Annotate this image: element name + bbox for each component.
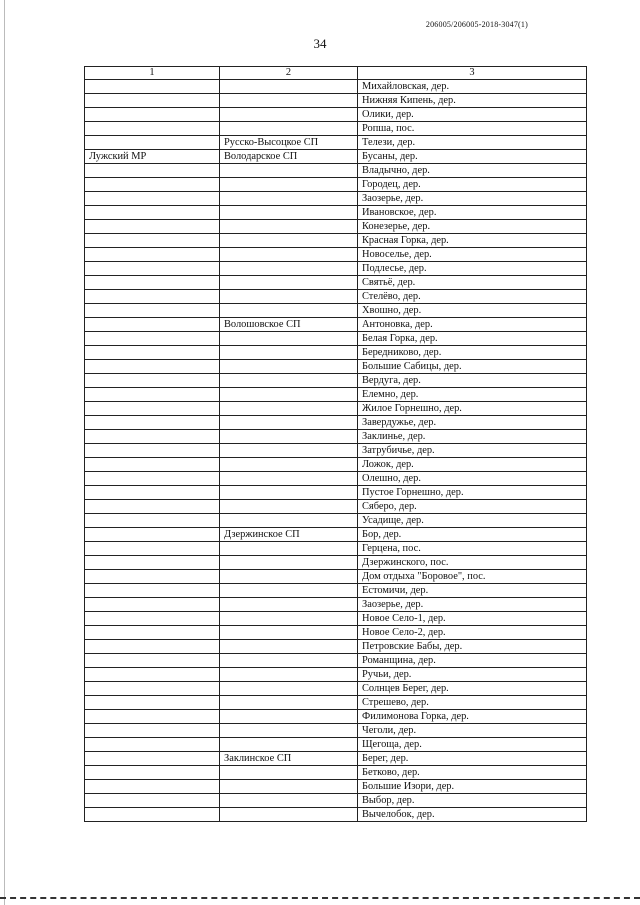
table-row xyxy=(85,360,587,374)
municipal-district-cell xyxy=(85,486,220,500)
settlement-cell xyxy=(220,416,358,430)
locality-cell: Нижняя Кипень, дер. xyxy=(358,94,587,108)
table-row xyxy=(85,276,587,290)
settlement-cell xyxy=(220,598,358,612)
table-row xyxy=(85,136,587,150)
locality-cell: Подлесье, дер. xyxy=(358,262,587,276)
settlement-cell: Володарское СП xyxy=(220,150,358,164)
locality-cell: Солнцев Берег, дер. xyxy=(358,682,587,696)
table-row xyxy=(85,108,587,122)
municipal-district-cell xyxy=(85,108,220,122)
municipal-district-cell xyxy=(85,318,220,332)
municipal-district-cell xyxy=(85,444,220,458)
settlement-cell xyxy=(220,262,358,276)
municipal-district-cell xyxy=(85,710,220,724)
settlement-cell xyxy=(220,514,358,528)
column-header-3: 3 xyxy=(358,67,587,80)
table-row xyxy=(85,472,587,486)
table-row xyxy=(85,780,587,794)
settlement-cell xyxy=(220,472,358,486)
municipal-district-cell xyxy=(85,220,220,234)
municipal-district-cell xyxy=(85,290,220,304)
locality-cell: Романщина, дер. xyxy=(358,654,587,668)
column-header-1: 1 xyxy=(85,67,220,80)
municipal-district-cell xyxy=(85,682,220,696)
settlement-cell xyxy=(220,584,358,598)
locality-cell: Олешно, дер. xyxy=(358,472,587,486)
municipal-district-cell xyxy=(85,752,220,766)
municipal-district-cell xyxy=(85,374,220,388)
locality-cell: Новоселье, дер. xyxy=(358,248,587,262)
table-row xyxy=(85,164,587,178)
settlement-cell xyxy=(220,542,358,556)
locality-cell: Антоновка, дер. xyxy=(358,318,587,332)
table-row xyxy=(85,668,587,682)
locality-cell: Хвошно, дер. xyxy=(358,304,587,318)
settlement-cell: Дзержинское СП xyxy=(220,528,358,542)
table-row xyxy=(85,206,587,220)
table-row xyxy=(85,80,587,94)
settlement-cell xyxy=(220,444,358,458)
table-row xyxy=(85,612,587,626)
locality-cell: Городец, дер. xyxy=(358,178,587,192)
municipal-district-cell xyxy=(85,654,220,668)
locality-cell: Жилое Горнешно, дер. xyxy=(358,402,587,416)
municipal-district-cell xyxy=(85,416,220,430)
locality-cell: Выбор, дер. xyxy=(358,794,587,808)
locality-cell: Затрубичье, дер. xyxy=(358,444,587,458)
settlement-cell xyxy=(220,234,358,248)
document-id: 206005/206005-2018-3047(1) xyxy=(425,20,528,29)
settlement-cell: Волошовское СП xyxy=(220,318,358,332)
municipal-district-cell xyxy=(85,794,220,808)
locality-cell: Бусаны, дер. xyxy=(358,150,587,164)
table-row xyxy=(85,570,587,584)
column-header-2: 2 xyxy=(220,67,358,80)
table-row xyxy=(85,654,587,668)
table-row xyxy=(85,402,587,416)
table-row xyxy=(85,248,587,262)
locality-cell: Михайловская, дер. xyxy=(358,80,587,94)
municipal-district-cell xyxy=(85,332,220,346)
table-row xyxy=(85,752,587,766)
settlement-cell xyxy=(220,710,358,724)
table-row xyxy=(85,696,587,710)
settlement-cell xyxy=(220,556,358,570)
table-row xyxy=(85,542,587,556)
municipal-district-cell xyxy=(85,766,220,780)
table-body xyxy=(85,80,587,822)
municipal-district-cell xyxy=(85,514,220,528)
table-row xyxy=(85,374,587,388)
table-row xyxy=(85,444,587,458)
locality-cell: Петровские Бабы, дер. xyxy=(358,640,587,654)
settlement-cell xyxy=(220,640,358,654)
locality-cell: Стелёво, дер. xyxy=(358,290,587,304)
settlement-cell xyxy=(220,430,358,444)
settlement-cell xyxy=(220,374,358,388)
settlement-cell xyxy=(220,808,358,822)
locality-cell: Большие Сабицы, дер. xyxy=(358,360,587,374)
locality-cell: Стрешево, дер. xyxy=(358,696,587,710)
scan-bottom-edge xyxy=(0,897,640,899)
settlement-cell xyxy=(220,696,358,710)
municipal-district-cell xyxy=(85,276,220,290)
settlement-cell xyxy=(220,402,358,416)
locality-cell: Заозерье, дер. xyxy=(358,598,587,612)
settlement-cell xyxy=(220,346,358,360)
settlement-cell xyxy=(220,766,358,780)
municipal-district-cell xyxy=(85,640,220,654)
municipal-district-cell xyxy=(85,584,220,598)
municipal-district-cell xyxy=(85,472,220,486)
settlement-cell xyxy=(220,570,358,584)
municipal-district-cell xyxy=(85,626,220,640)
table-header-row xyxy=(85,67,587,80)
municipal-district-cell xyxy=(85,178,220,192)
settlement-cell xyxy=(220,220,358,234)
table-row xyxy=(85,514,587,528)
settlement-cell xyxy=(220,80,358,94)
municipal-district-cell xyxy=(85,346,220,360)
municipal-district-cell xyxy=(85,80,220,94)
locality-cell: Филимонова Горка, дер. xyxy=(358,710,587,724)
table-row xyxy=(85,528,587,542)
municipal-district-cell xyxy=(85,738,220,752)
table-row xyxy=(85,738,587,752)
municipal-district-cell xyxy=(85,430,220,444)
municipal-district-cell xyxy=(85,122,220,136)
table-row xyxy=(85,416,587,430)
locality-cell: Красная Горка, дер. xyxy=(358,234,587,248)
municipal-district-cell xyxy=(85,262,220,276)
locality-cell: Новое Село-1, дер. xyxy=(358,612,587,626)
settlement-cell xyxy=(220,94,358,108)
table-row xyxy=(85,458,587,472)
settlement-cell xyxy=(220,304,358,318)
page-number: 34 xyxy=(313,36,327,51)
locality-cell: Берег, дер. xyxy=(358,752,587,766)
municipal-district-cell xyxy=(85,234,220,248)
municipal-district-cell xyxy=(85,808,220,822)
locality-cell: Бередниково, дер. xyxy=(358,346,587,360)
municipal-district-cell xyxy=(85,598,220,612)
locality-cell: Дом отдыха "Боровое", пос. xyxy=(358,570,587,584)
locality-cell: Ручьи, дер. xyxy=(358,668,587,682)
locality-cell: Завердужье, дер. xyxy=(358,416,587,430)
table-row xyxy=(85,710,587,724)
municipal-district-cell xyxy=(85,724,220,738)
table-row xyxy=(85,500,587,514)
settlement-cell xyxy=(220,626,358,640)
table-row xyxy=(85,94,587,108)
settlement-cell xyxy=(220,178,358,192)
municipal-district-cell xyxy=(85,528,220,542)
table-row xyxy=(85,234,587,248)
table-row xyxy=(85,220,587,234)
settlement-cell xyxy=(220,206,358,220)
table-row xyxy=(85,346,587,360)
table-row xyxy=(85,388,587,402)
settlement-cell xyxy=(220,500,358,514)
municipal-district-cell xyxy=(85,402,220,416)
locality-cell: Святьё, дер. xyxy=(358,276,587,290)
settlement-cell xyxy=(220,248,358,262)
table-row xyxy=(85,304,587,318)
locality-cell: Чеголи, дер. xyxy=(358,724,587,738)
settlement-cell: Русско-Высоцкое СП xyxy=(220,136,358,150)
table-row xyxy=(85,794,587,808)
settlement-cell xyxy=(220,794,358,808)
settlement-cell xyxy=(220,388,358,402)
locality-cell: Белая Горка, дер. xyxy=(358,332,587,346)
table-row xyxy=(85,430,587,444)
locality-cell: Телези, дер. xyxy=(358,136,587,150)
municipal-district-cell: Лужский МР xyxy=(85,150,220,164)
table-row xyxy=(85,626,587,640)
settlement-cell xyxy=(220,654,358,668)
settlement-cell xyxy=(220,724,358,738)
locality-cell: Ложок, дер. xyxy=(358,458,587,472)
locality-cell: Заозерье, дер. xyxy=(358,192,587,206)
settlements-table xyxy=(84,66,587,822)
municipal-district-cell xyxy=(85,556,220,570)
locality-cell: Бетково, дер. xyxy=(358,766,587,780)
table-row xyxy=(85,808,587,822)
municipal-district-cell xyxy=(85,696,220,710)
locality-cell: Новое Село-2, дер. xyxy=(358,626,587,640)
settlement-cell xyxy=(220,164,358,178)
locality-cell: Вердуга, дер. xyxy=(358,374,587,388)
settlement-cell: Заклинское СП xyxy=(220,752,358,766)
municipal-district-cell xyxy=(85,668,220,682)
settlement-cell xyxy=(220,682,358,696)
locality-cell: Конезерье, дер. xyxy=(358,220,587,234)
municipal-district-cell xyxy=(85,500,220,514)
locality-cell: Олики, дер. xyxy=(358,108,587,122)
municipal-district-cell xyxy=(85,360,220,374)
settlement-cell xyxy=(220,360,358,374)
settlement-cell xyxy=(220,780,358,794)
settlement-cell xyxy=(220,486,358,500)
table-row xyxy=(85,584,587,598)
table-row xyxy=(85,122,587,136)
table-row xyxy=(85,556,587,570)
table-row xyxy=(85,640,587,654)
settlement-cell xyxy=(220,738,358,752)
locality-cell: Владычно, дер. xyxy=(358,164,587,178)
locality-cell: Елемно, дер. xyxy=(358,388,587,402)
table-row xyxy=(85,682,587,696)
locality-cell: Щегоща, дер. xyxy=(358,738,587,752)
locality-cell: Сяберо, дер. xyxy=(358,500,587,514)
municipal-district-cell xyxy=(85,136,220,150)
table-row xyxy=(85,332,587,346)
locality-cell: Большие Изори, дер. xyxy=(358,780,587,794)
settlement-cell xyxy=(220,276,358,290)
settlement-cell xyxy=(220,290,358,304)
locality-cell: Вычелобок, дер. xyxy=(358,808,587,822)
table-row xyxy=(85,262,587,276)
municipal-district-cell xyxy=(85,612,220,626)
settlement-cell xyxy=(220,122,358,136)
locality-cell: Ропша, пос. xyxy=(358,122,587,136)
table-row xyxy=(85,598,587,612)
locality-cell: Ивановское, дер. xyxy=(358,206,587,220)
municipal-district-cell xyxy=(85,570,220,584)
settlement-cell xyxy=(220,612,358,626)
locality-cell: Бор, дер. xyxy=(358,528,587,542)
municipal-district-cell xyxy=(85,780,220,794)
settlement-cell xyxy=(220,192,358,206)
municipal-district-cell xyxy=(85,542,220,556)
locality-cell: Дзержинского, пос. xyxy=(358,556,587,570)
locality-cell: Герцена, пос. xyxy=(358,542,587,556)
settlement-cell xyxy=(220,108,358,122)
settlement-cell xyxy=(220,332,358,346)
municipal-district-cell xyxy=(85,388,220,402)
locality-cell: Пустое Горнешно, дер. xyxy=(358,486,587,500)
municipal-district-cell xyxy=(85,164,220,178)
settlement-cell xyxy=(220,458,358,472)
table-row xyxy=(85,192,587,206)
municipal-district-cell xyxy=(85,206,220,220)
municipal-district-cell xyxy=(85,94,220,108)
table-row xyxy=(85,766,587,780)
municipal-district-cell xyxy=(85,192,220,206)
locality-cell: Усадище, дер. xyxy=(358,514,587,528)
table-row xyxy=(85,290,587,304)
municipal-district-cell xyxy=(85,304,220,318)
locality-cell: Заклинье, дер. xyxy=(358,430,587,444)
scan-left-edge xyxy=(4,0,5,905)
table-row xyxy=(85,318,587,332)
table-row xyxy=(85,150,587,164)
locality-cell: Естомичи, дер. xyxy=(358,584,587,598)
settlement-cell xyxy=(220,668,358,682)
table-row xyxy=(85,724,587,738)
municipal-district-cell xyxy=(85,248,220,262)
municipal-district-cell xyxy=(85,458,220,472)
table-row xyxy=(85,486,587,500)
table-row xyxy=(85,178,587,192)
